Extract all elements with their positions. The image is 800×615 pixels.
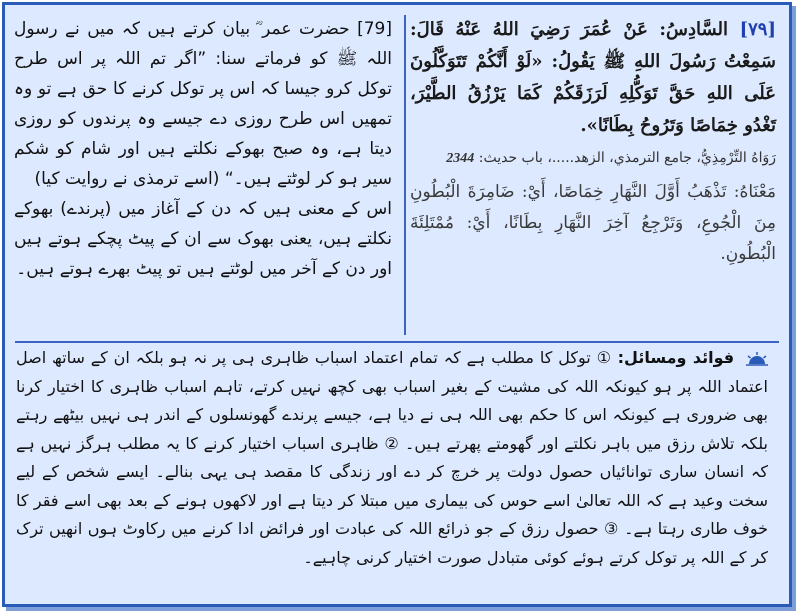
- hadith-meaning: مَعْنَاهُ: تَذْهَبُ أَوَّلَ النَّهَارِ خِمَاصًا، أَيْ: ضَامِرَةَ الْبُطُونِ مِنَ الْجُوعِ، وَتَرْجِعُ آخِرَ النَّهَارِ بِطَانًا، أَيْ: مُمْتَلِئَةَ الْبُطُونِ.: [410, 182, 776, 264]
- section-separator: [15, 341, 779, 343]
- benefits-heading: فوائد ومسائل:: [617, 348, 735, 367]
- hadith-text: [410, 14, 776, 142]
- benefits-text: ① توکل کا مطلب ہے کہ تمام اعتماد اسباب ظاہری ہی پر نہ ہو بلکہ ان کے ساتھ اصل اعتماد اللہ پر ہو کیونکہ اللہ کی مشیت کے بغیر اسباب بھی کچھ نہیں کرتے، تاہم اسباب ظاہری کا اختیار کرنا بھی ضروری ہے کیونکہ اس کا حکم بھی اللہ ہی نے دیا ہے، جیسے پرندے گھونسلوں کے اندر ہی نہیں بیٹھے رہتے بلکہ تلاش رزق میں باہر نکلتے اور گھومتے پھرتے ہیں۔ ② ظاہری اسباب اختیار کرنے کا یہ مطلب ہرگز نہیں ہے کہ انسان ساری توانائیاں حصول دولت پر خرچ کر دے اور زندگی کا مقصد ہی یہی بنالے۔ ایسے شخص کے لیے سخت وعید ہے کہ اللہ تعالیٰ اسے حوس کی بیماری میں مبتلا کر دیتا ہے اور لاکھوں ہونے کے بعد بھی اسے فقر کا خوف طاری رہتا ہے۔ ③ حصول رزق کے جو ذرائع اللہ کی عبادت اور فرائض ادا کرنے میں رکاوٹ ہوں انھیں ترک کر کے اللہ پر توکل کرتے ہوئے کوئی متبادل صورت اختیار کرنی چاہیے۔: [16, 348, 768, 567]
- column-divider: [404, 15, 406, 335]
- narrator-line: السَّادِسُ: عَنْ عُمَرَ رَضِيَ اللهُ عَنْهُ قَالَ: سَمِعْتُ رَسُولَ اللهِ ﷺ يَقُولُ:: [410, 19, 776, 72]
- hadith-reference: [410, 144, 776, 173]
- hadith-body: «لَوْ أَنَّكُمْ تَتَوَكَّلُونَ عَلَى اللهِ حَقَّ تَوَكُّلِهِ لَرَزَقَكُمْ كَمَا يَرْزُقُ الطَّيْرَ، تَغْدُو خِمَاصًا وَتَرُوحُ بِطَانًا».: [410, 51, 776, 136]
- urdu-translation-column: [14, 14, 392, 284]
- translation-paragraph-1: [79] حضرت عمر ؓ بیان کرتے ہیں کہ میں نے رسول اللہ ﷺ کو فرماتے سنا: ”اگر تم اللہ پر اس طرح توکل کرو جیسا کہ اس پر توکل کرنے کا حق ہے تو وہ تمھیں اس طرح روزی دے جیسے وہ پرندوں کو روزی دیتا ہے، وہ صبح بھوکے نکلتے ہیں اور شام کو شکم سیر ہو کر لوٹتے ہیں۔“ (اسے ترمذی نے روایت کیا): [14, 19, 392, 189]
- translation-paragraph-2: اس کے معنی ہیں کہ دن کے آغاز میں (پرندے) بھوکے نکلتے ہیں، یعنی بھوک سے ان کے پیٹ پچکے ہوتے ہیں اور دن کے آخر میں لوٹتے ہیں تو پیٹ بھرے ہوتے ہیں۔: [14, 199, 392, 279]
- arabic-column: [410, 14, 776, 270]
- benefits-section: [16, 344, 768, 572]
- sunrise-icon: [746, 352, 768, 366]
- reference-number: 2344: [446, 151, 475, 166]
- reference-text: جامع الترمذي، الزهد.....، باب حديث:: [478, 150, 692, 166]
- hadith-number: [٧٩]: [739, 19, 776, 40]
- source-label: رَوَاهُ التِّرْمِذِيُّ،: [696, 150, 776, 166]
